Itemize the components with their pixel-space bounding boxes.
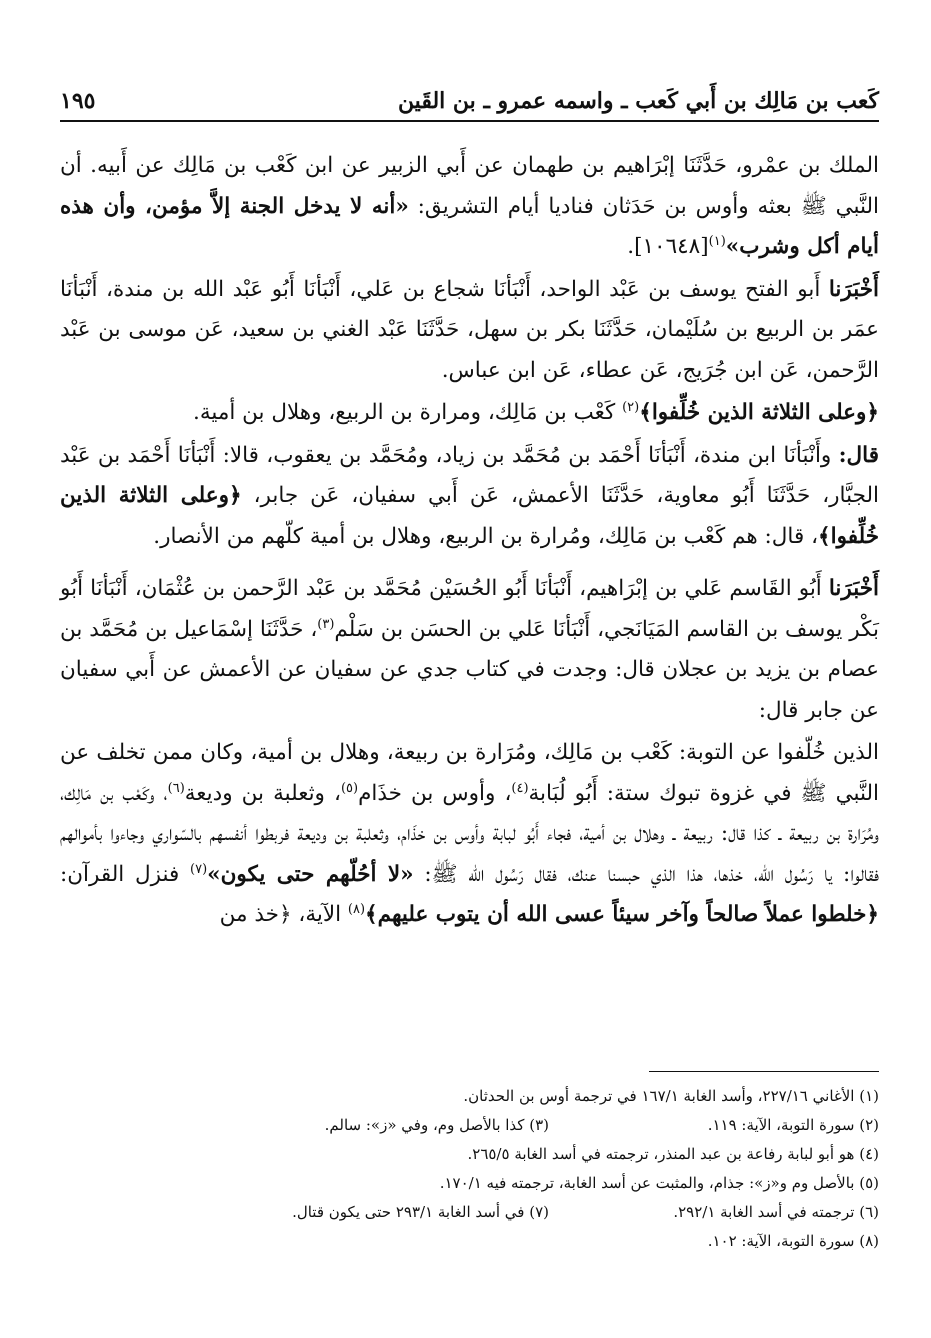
- footnotes: [60, 1082, 879, 1256]
- footnote-7: (٧) في أسد الغابة ٢٩٣/١ حتى يكون قتال.: [292, 1203, 549, 1221]
- footnote-ref: (٨): [347, 901, 366, 917]
- footnote-row: [60, 1111, 879, 1140]
- footnote-6: (٦) ترجمته في أسد الغابة ٢٩٢/١.: [673, 1203, 879, 1221]
- page-header: [60, 80, 879, 122]
- quran-quote: ﴿وعلى الثلاثة الذين خُلِّفوا﴾: [60, 483, 879, 549]
- footnote-4: (٤) هو أبو لبابة رفاعة بن عبد المنذر، ترجمته في أسد الغابة ٢٦٥/٥.: [467, 1145, 879, 1163]
- text-segment: فنزل القرآن:: [60, 861, 191, 887]
- footnote-5: (٥) بالأصل وم و«ز»: جذام، والمثبت عن أسد الغابة، ترجمته فيه ١٧٠/١.: [439, 1174, 879, 1192]
- footnote-ref: (٥): [340, 780, 359, 796]
- running-title: كَعب بن مَالِك بن أَبي كَعب ـ واسمه عمرو ـ بن القَين: [397, 88, 879, 114]
- text-segment: ، وأوس بن خذَام: [358, 780, 512, 806]
- footnote-1: (١) الأغاني ٢٢٧/١٦، وأسد الغابة ١٦٧/١ في ترجمة أوس بن الحدثان.: [463, 1087, 879, 1105]
- quran-quote: ﴿خلطوا عملاً صالحاً وآخر سيئاً عسى الله أن يتوب عليهم﴾: [365, 902, 879, 927]
- chain-keyword: قال:: [838, 442, 879, 468]
- text-segment: كَعْب بن مَالِك، ومرارة بن الربيع، وهلال بن أمية.: [192, 400, 623, 425]
- footnote-row: [60, 1169, 879, 1198]
- text-segment: أن النَّبي ﷺ بعثه وأوس بن حَدَثان فناديا أيام التشريق:: [60, 153, 879, 219]
- text-segment: الذين خُلّفوا عن التوبة: كَعْب بن مَالِك، ومُرَارة بن ربيعة، وهلال بن أمية، وكان ممن تخلف عن النَّبي ﷺ في غزوة تبوك ستة: أَبُو لُبَابة: [60, 740, 879, 806]
- hadith-quote: «لا أحُلّهم حتى يكون»: [207, 861, 414, 887]
- footnote-ref: (٦): [167, 780, 185, 796]
- text-segment: ، وثعلبة بن وديعة: [184, 780, 341, 806]
- paragraph-6: [60, 733, 879, 936]
- text-segment: ، قال: هم كَعْب بن مَالِك، ومُرارة بن الربيع، وهلال بن أمية كلّهم من الأنصار.: [153, 523, 819, 549]
- record-number: [١٠٦٤٨].: [627, 234, 709, 259]
- text-segment: أَبو الفتح يوسف بن عَبْد الواحد، أَنْبَأنَا شجاع بن عَلي، أَنْبَأنَا أَبُو عَبْد الله بن مندة، أَنْبَأنَا عمَر بن الربيع بن سُلَيْمان، حَدَّثَنَا بكر بن سهل، حَدَّثَنَا عَبْد الغني بن سعيد، عَن موسى بن عَبْد الرَّحمن، عَن ابن جُرَيج، عَن عطاء، عَن ابن عباس.: [60, 276, 879, 383]
- footnote-row: [60, 1140, 879, 1169]
- footnote-ref: (٤): [511, 780, 529, 796]
- text-segment: وأَنْبَأنَا ابن مندة، أَنْبَأنَا أَحْمَد بن مُحَمَّد بن زياد، ومُحَمَّد بن يعقوب، قالا: أَنْبَأنَا أَحْمَد بن عَبْد الجبَّار، حَدَّثَنَا أَبُو معاوية، حَدَّثَنَا الأعمش، عَن أَبي سفيان، عَن جابر،: [60, 442, 879, 508]
- hadith-quote: «أنه لا يدخل الجنة إلاَّ مؤمن، وأن هذه أيام أكل وشرب»: [60, 193, 879, 259]
- footnote-row: [60, 1227, 879, 1256]
- footnote-8: (٨) سورة التوبة، الآية: ١٠٢.: [707, 1232, 879, 1250]
- footnote-2: (٢) سورة التوبة، الآية: ١١٩.: [707, 1116, 879, 1134]
- paragraph-1: [60, 146, 879, 268]
- footnote-ref: (١): [708, 233, 726, 249]
- footnote-ref: (٧): [190, 861, 208, 877]
- paragraph-2: [60, 270, 879, 392]
- quran-quote: ﴿وعلى الثلاثة الذين خُلِّفوا﴾: [639, 400, 879, 425]
- footnote-row: [60, 1198, 879, 1227]
- footnote-row: [60, 1082, 879, 1111]
- text-segment: ، وكَعْب بن مَالِك، ومُرَارة بن ربيعة ـ كذا قال: ربيعة ـ وهلال بن أمية، فجاء أَبُو لبابة وأوس بن خذَام، وثعلبة بن وديعة فربطوا أنفسهم بالسّواري وجاءوا بأموالهم فقالوا: يا رَسُول الله، خذها، هذا الذي حبسنا عنك، فقال رَسُول الله ﷺ:: [60, 780, 879, 887]
- footnote-3: (٣) كذا بالأصل وم، وفي «ز»: سالم.: [324, 1116, 549, 1134]
- text-segment: الآية، ﴿خذ من: [219, 902, 348, 927]
- footnote-ref: (٢): [622, 399, 640, 415]
- page-number: ١٩٥: [60, 88, 96, 114]
- text-segment: ، حَدَّثَنَا إسْمَاعيل بن مُحَمَّد بن عصام بن يزيد بن عجلان قال: وجدت في كتاب جدي عن سفيان عن الأعمش عن أَبي سفيان عن جابر قال:: [60, 616, 879, 723]
- chain-keyword: أَخْبَرَنا: [828, 576, 879, 601]
- footnote-ref: (٣): [317, 616, 335, 632]
- paragraph-4: [60, 436, 879, 558]
- chain-keyword: أَخْبَرَنا: [828, 276, 879, 302]
- paragraph-5: [60, 569, 879, 731]
- paragraph-3: [60, 393, 879, 434]
- main-text: [60, 146, 879, 936]
- text-segment: أَبُو القَاسم عَلي بن إبْرَاهيم، أَنْبَأنَا أَبُو الحُسَيْن مُحَمَّد بن عَبْد الرَّحمن بن عُثْمَان، أَنْبَأنَا أَبُو بَكْر يوسف بن القاسم المَيَانَجي، أَنْبَأنَا عَلي بن الحسَن بن سَلْم: [60, 576, 879, 642]
- text-segment: الملك بن عمْرو، حَدَّثَنَا إبْرَاهيم بن طهمان عن أَبي الزبير عن ابن كَعْب بن مَالِك عن أَبيه.: [90, 153, 879, 178]
- footnote-separator: [649, 1071, 879, 1072]
